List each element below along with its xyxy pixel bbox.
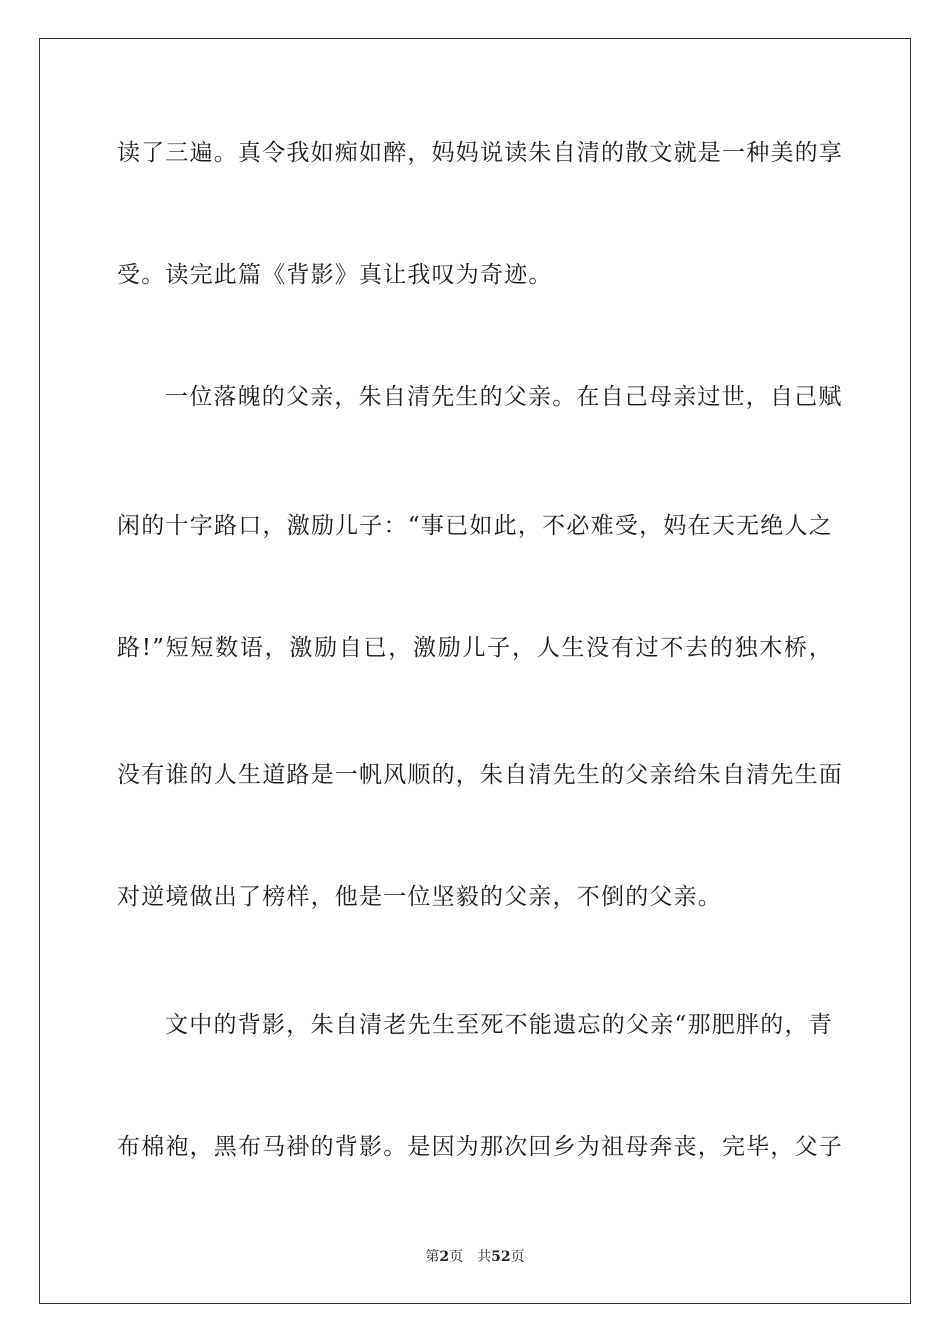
page-prefix: 第: [425, 1249, 440, 1265]
page-number: 2: [439, 1249, 450, 1265]
text-line-1: 读了三遍。真令我如痴如醉，妈妈说读朱自清的散文就是一种美的享: [117, 140, 843, 166]
text-line-9: 布棉袍，黑布马褂的背影。是因为那次回乡为祖母奔丧，完毕，父子: [117, 1134, 843, 1160]
text-line-3: 一位落魄的父亲，朱自清先生的父亲。在自己母亲过世，自己赋: [165, 384, 843, 410]
page-footer: [0, 1248, 950, 1266]
total-prefix: 共: [477, 1249, 492, 1265]
text-line-5: 路!”短短数语，激励自已，激励儿子，人生没有过不去的独木桥，: [117, 635, 833, 661]
total-pages: 52: [491, 1249, 511, 1265]
page-suffix: 页: [449, 1249, 464, 1265]
text-line-2: 受。读完此篇《背影》真让我叹为奇迹。: [117, 262, 553, 288]
total-suffix: 页: [510, 1249, 525, 1265]
text-line-6: 没有谁的人生道路是一帆风顺的，朱自清先生的父亲给朱自清先生面: [117, 762, 843, 788]
text-line-8: 文中的背影，朱自清老先生至死不能遗忘的父亲“那肥胖的，青: [165, 1012, 833, 1038]
text-line-4: 闲的十字路口，激励儿子：“事已如此，不必难受，妈在天无绝人之: [117, 513, 833, 539]
text-line-7: 对逆境做出了榜样，他是一位坚毅的父亲，不倒的父亲。: [117, 884, 722, 910]
page-border: [39, 38, 911, 1304]
